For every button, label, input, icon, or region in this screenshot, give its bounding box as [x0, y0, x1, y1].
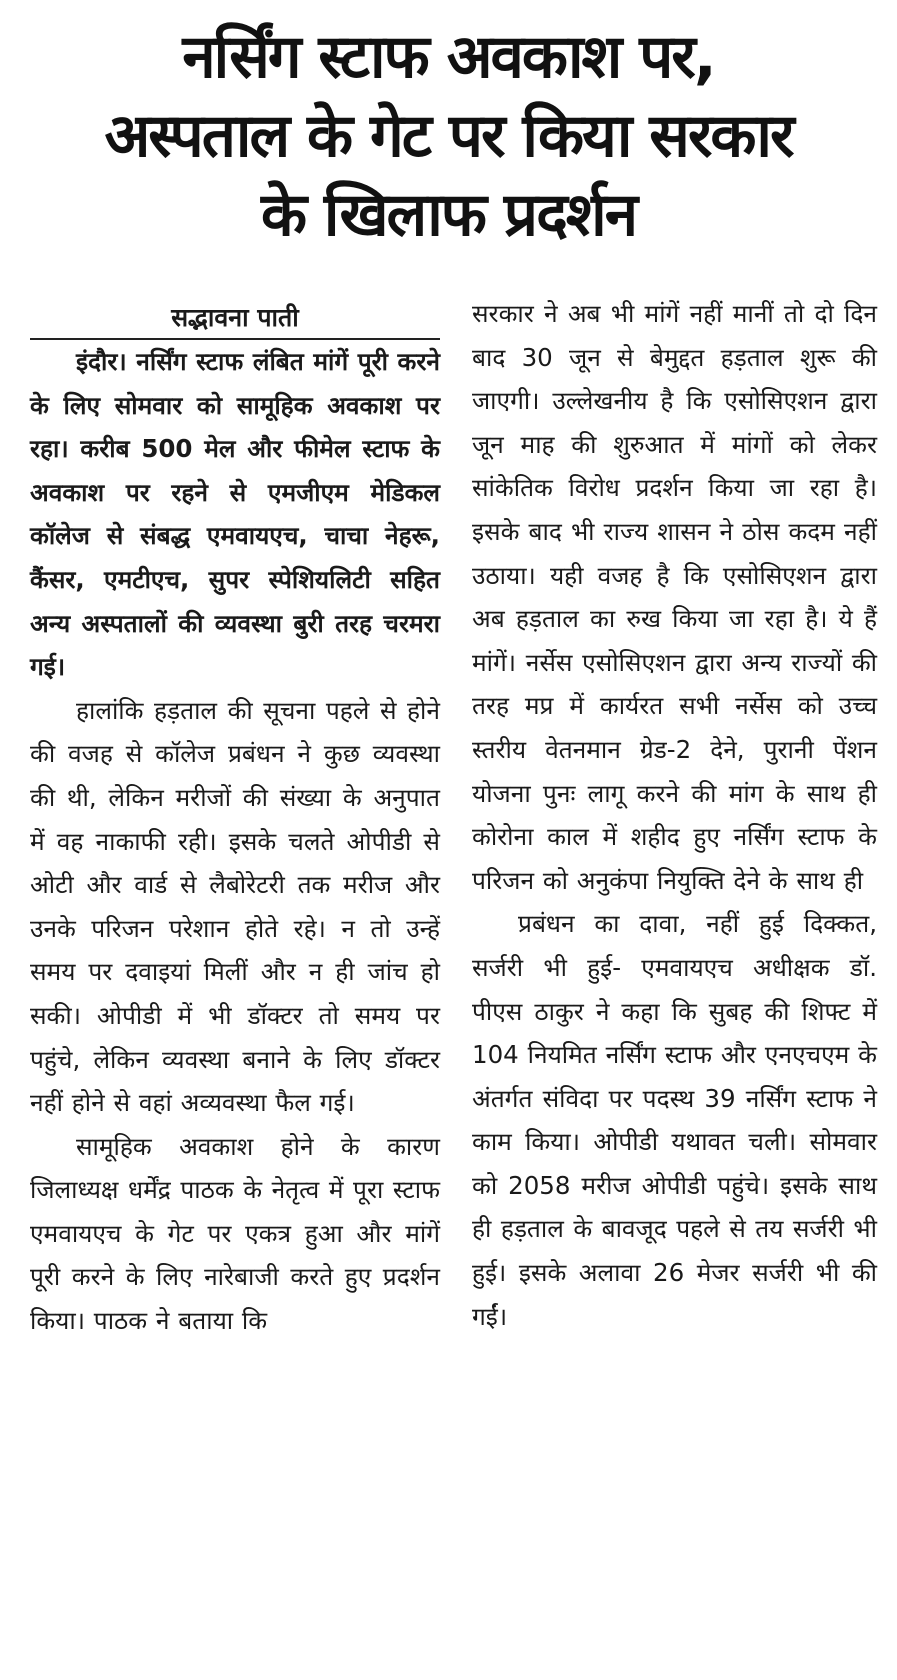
body-paragraph: प्रबंधन का दावा, नहीं हुई दिक्कत, सर्जरी भी हुई- एमवायएच अधीक्षक डॉ. पीएस ठाकुर ने कहा कि सुबह की शिफ्ट में 104 नियमित नर्सिंग स्टाफ और एनएचएम के अंतर्गत संविदा पर पदस्थ 39 नर्सिंग स्टाफ ने काम किया। ओपीडी यथावत चली। सोमवार को 2058 मरीज ओपीडी पहुंचे। इसके साथ ही हड़ताल के बावजूद पहले से तय सर्जरी भी हुई। इसके अलावा 26 मेजर सर्जरी भी की गईं। — [472, 909, 877, 1331]
headline-line-3: के खिलाफ प्रदर्शन — [260, 180, 637, 250]
headline — [20, 18, 877, 255]
body-paragraph: सामूहिक अवकाश होने के कारण जिलाध्यक्ष धर्मेंद्र पाठक के नेतृत्व में पूरा स्टाफ एमवायएच के गेट पर एकत्र हुआ और मांगें पूरी करने के लिए नारेबाजी करते हुए प्रदर्शन किया। पाठक ने बताया कि — [30, 1131, 440, 1336]
byline: सद्भावना पाती — [30, 300, 440, 340]
headline-line-2: अस्पताल के गेट पर किया सरकार — [104, 101, 793, 171]
headline-line-1: नर्सिंग स्टाफ अवकाश पर, — [182, 22, 715, 92]
right-column — [472, 300, 877, 1338]
lead-paragraph: इंदौर। नर्सिंग स्टाफ लंबित मांगें पूरी करने के लिए सोमवार को सामूहिक अवकाश पर रहा। करीब 500 मेल और फीमेल स्टाफ के अवकाश पर रहने से एमजीएम मेडिकल कॉलेज से संबद्ध एमवायएच, चाचा नेहरू, कैंसर, एमटीएच, सुपर स्पेशियलिटी सहित अन्य अस्पतालों की व्यवस्था बुरी तरह चरमरा गई। — [30, 347, 440, 682]
body-paragraph: हालांकि हड़ताल की सूचना पहले से होने की वजह से कॉलेज प्रबंधन ने कुछ व्यवस्था की थी, लेकिन मरीजों की संख्या के अनुपात में वह नाकाफी रही। इसके चलते ओपीडी से ओटी और वार्ड से लैबोरेटरी तक मरीज और उनके परिजन परेशान होते रहे। न तो उन्हें समय पर दवाइयां मिलीं और न ही जांच हो सकी। ओपीडी में भी डॉक्टर तो समय पर पहुंचे, लेकिन व्यवस्था बनाने के लिए डॉक्टर नहीं होने से वहां अव्यवस्था फैल गई। — [30, 695, 440, 1118]
left-column — [30, 300, 440, 1343]
body-paragraph: सरकार ने अब भी मांगें नहीं मानीं तो दो दिन बाद 30 जून से बेमुद्दत हड़ताल शुरू की जाएगी। उल्लेखनीय है कि एसोसिएशन द्वारा जून माह की शुरुआत में मांगों को लेकर सांकेतिक विरोध प्रदर्शन किया जा रहा है। इसके बाद भी राज्य शासन ने ठोस कदम नहीं उठाया। यही वजह है कि एसोसिएशन द्वारा अब हड़ताल का रुख किया जा रहा है। ये हैं मांगें। नर्सेस एसोसिएशन द्वारा अन्य राज्यों की तरह मप्र में कार्यरत सभी नर्सेस को उच्च स्तरीय वेतनमान ग्रेड-2 देने, पुरानी पेंशन योजना पुनः लागू करने की मांग के साथ ही कोरोना काल में शहीद हुए नर्सिंग स्टाफ के परिजन को अनुकंपा नियुक्ति देने के साथ ही — [472, 299, 877, 895]
